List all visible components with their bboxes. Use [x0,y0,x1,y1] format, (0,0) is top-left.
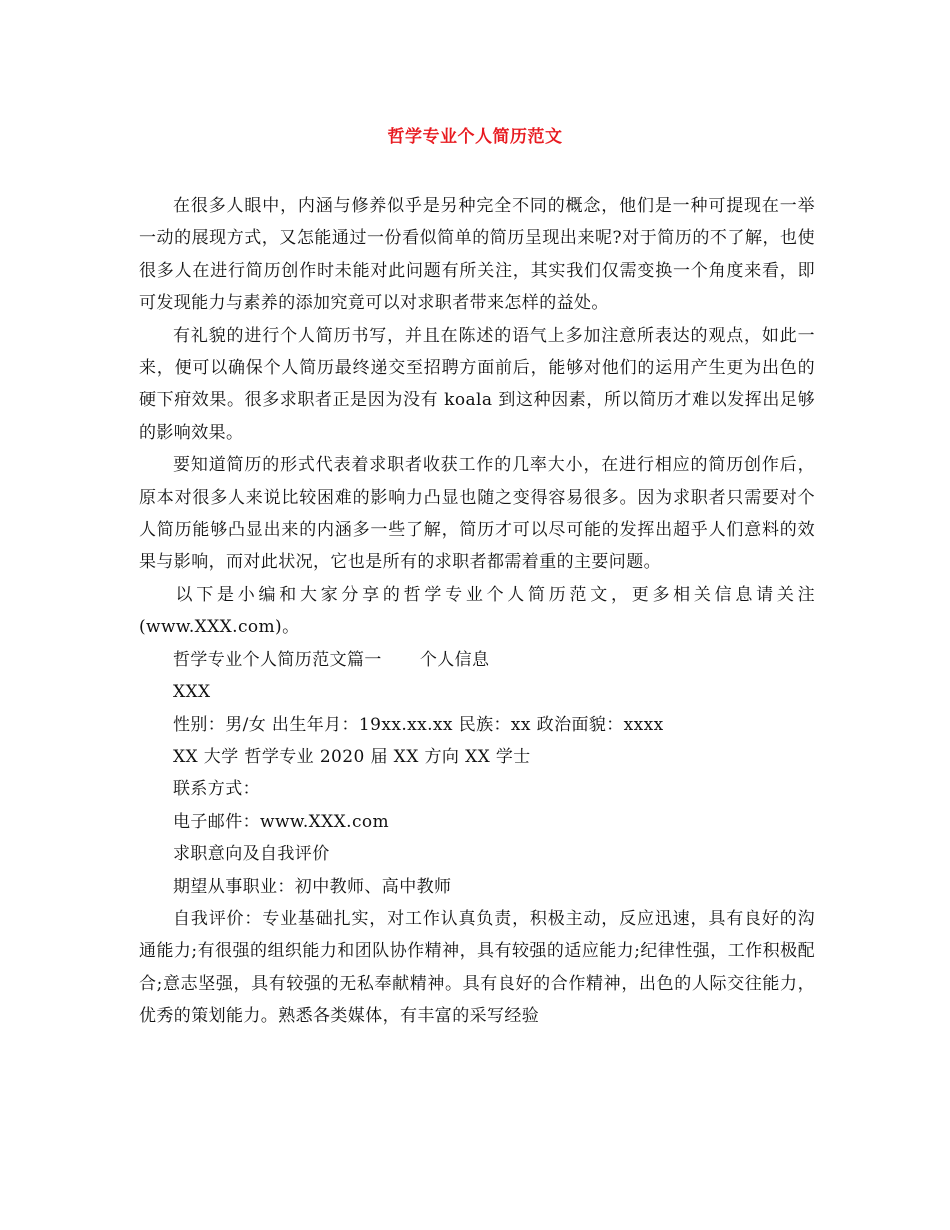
intent-heading: 求职意向及自我评价 [173,844,330,865]
intro-paragraph-2: 有礼貌的进行个人简历书写，并且在陈述的语气上多加注意所表达的观点，如此一来，便可以确保个人简历最终递交至招聘方面前后，能够对他们的运用产生更为出色的硬下疳效果。很多求职者正是因为没有 koala 到这种因素，所以简历才难以发挥出足够的影响效果。 [139,325,815,443]
education-info: XX 大学 哲学专业 2020 届 XX 方向 XX 学士 [173,746,531,767]
section-subheading: 个人信息 [419,649,490,670]
document-title: 哲学专业个人简历范文 [387,127,563,147]
intro-paragraph-1: 在很多人眼中，内涵与修养似乎是另种完全不同的概念，他们是一种可提现在一举一动的展现方式，又怎能通过一份看似简单的简历呈现出来呢?对于简历的不了解，也使很多人在进行简历创作时未能对此问题有所关注，其实我们仅需变换一个角度来看，即可发现能力与素养的添加究竟可以对求职者带来怎样的益处。 [139,196,815,314]
email-line: 电子邮件：www.XXX.com [173,811,390,832]
self-evaluation: 自我评价：专业基础扎实，对工作认真负责，积极主动，反应迅速，具有良好的沟通能力;有很强的组织能力和团队协作精神，具有较强的适应能力;纪律性强，工作积极配合;意志坚强，具有较强的无私奉献精神。具有良好的合作精神，出色的人际交往能力，优秀的策划能力。熟悉各类媒体，有丰富的采写经验 [139,908,815,1027]
desired-job: 期望从事职业：初中教师、高中教师 [173,876,452,897]
contact-label: 联系方式： [173,779,260,800]
section-heading: 哲学专业个人简历范文篇一 [173,649,382,670]
resume-name: XXX [173,682,211,703]
document-body [139,190,815,1033]
basic-info: 性别：男/女 出生年月：19xx.xx.xx 民族：xx 政治面貌：xxxx [173,714,664,735]
section-heading-line [139,644,815,676]
share-paragraph: 以下是小编和大家分享的哲学专业个人简历范文，更多相关信息请关注(www.XXX.com)。 [139,584,815,638]
intro-paragraph-3: 要知道简历的形式代表着求职者收获工作的几率大小，在进行相应的简历创作后，原本对很多人来说比较困难的影响力凸显也随之变得容易很多。因为求职者只需要对个人简历能够凸显出来的内涵多一些了解，简历才可以尽可能的发挥出超乎人们意料的效果与影响，而对此状况，它也是所有的求职者都需着重的主要问题。 [139,455,815,573]
